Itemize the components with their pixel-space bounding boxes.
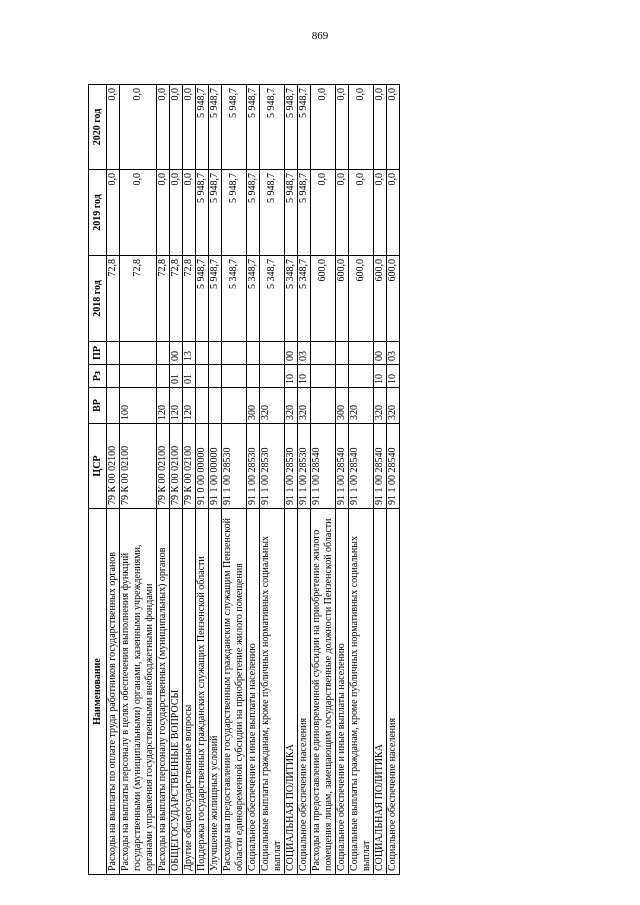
cell-name: Социальные выплаты гражданам, кроме публичных нормативных социальных выплат [349, 509, 374, 875]
cell-rz [120, 365, 157, 388]
header-2019: 2019 год [89, 170, 107, 256]
cell-vr: 320 [298, 388, 311, 424]
cell-pr [157, 342, 170, 365]
header-2018: 2018 год [89, 256, 107, 342]
cell-pr: 03 [387, 342, 400, 365]
table-header-row [89, 85, 107, 875]
cell-csr: 91 1 00 28530 [260, 424, 285, 509]
cell-2020: 5 948,7 [260, 85, 285, 170]
cell-vr: 120 [183, 388, 196, 424]
cell-vr [311, 388, 336, 424]
cell-2020: 0,0 [374, 85, 387, 170]
cell-vr [107, 388, 120, 424]
table-row [285, 85, 298, 875]
cell-2020: 5 948,7 [298, 85, 311, 170]
cell-2018: 600,0 [349, 256, 374, 342]
table-row [222, 85, 247, 875]
cell-vr: 320 [349, 388, 374, 424]
cell-2018: 600,0 [311, 256, 336, 342]
cell-2020: 0,0 [349, 85, 374, 170]
cell-csr: 91 1 00 28530 [247, 424, 260, 509]
cell-vr: 300 [336, 388, 349, 424]
cell-vr: 320 [285, 388, 298, 424]
cell-rz [107, 365, 120, 388]
cell-csr: 91 1 00 28540 [311, 424, 336, 509]
table-row [157, 85, 170, 875]
cell-vr: 320 [387, 388, 400, 424]
cell-name: Расходы на выплаты персоналу государственных (муниципальных) органов [157, 509, 170, 875]
cell-csr: 79 К 00 02100 [107, 424, 120, 509]
cell-rz [260, 365, 285, 388]
cell-vr [196, 388, 209, 424]
cell-vr: 300 [247, 388, 260, 424]
cell-2020: 0,0 [387, 85, 400, 170]
cell-csr: 79 К 00 02100 [120, 424, 157, 509]
cell-pr [247, 342, 260, 365]
cell-2018: 5 348,7 [247, 256, 260, 342]
cell-rz [209, 365, 222, 388]
cell-pr [311, 342, 336, 365]
cell-rz [222, 365, 247, 388]
cell-name: Поддержка государственных гражданских служащих Пензенской области [196, 509, 209, 875]
cell-2019: 0,0 [374, 170, 387, 256]
cell-vr: 320 [374, 388, 387, 424]
cell-2018: 600,0 [336, 256, 349, 342]
cell-2018: 600,0 [374, 256, 387, 342]
rotated-table-container [88, 85, 564, 875]
table-row [349, 85, 374, 875]
table-row [387, 85, 400, 875]
cell-2018: 5 948,7 [209, 256, 222, 342]
table-row [311, 85, 336, 875]
cell-rz: 01 [170, 365, 183, 388]
cell-rz [247, 365, 260, 388]
cell-csr: 91 0 00 00000 [196, 424, 209, 509]
cell-2018: 600,0 [387, 256, 400, 342]
cell-pr [107, 342, 120, 365]
cell-pr [196, 342, 209, 365]
cell-pr: 00 [285, 342, 298, 365]
cell-2020: 0,0 [336, 85, 349, 170]
table-row [260, 85, 285, 875]
cell-rz: 01 [183, 365, 196, 388]
cell-2020: 0,0 [170, 85, 183, 170]
cell-csr: 91 1 00 28530 [285, 424, 298, 509]
cell-2018: 72,8 [183, 256, 196, 342]
cell-name: Расходы на предоставление единовременной субсидии на приобретение жилого помещения лицам, замещающим государственные должности Пензенской области [311, 509, 336, 875]
table-row [107, 85, 120, 875]
cell-rz: 10 [285, 365, 298, 388]
cell-rz [349, 365, 374, 388]
cell-2019: 0,0 [157, 170, 170, 256]
cell-rz [311, 365, 336, 388]
cell-name: Социальное обеспечение и иные выплаты населению [336, 509, 349, 875]
cell-2019: 0,0 [170, 170, 183, 256]
cell-2020: 0,0 [183, 85, 196, 170]
cell-name: Расходы на выплаты персоналу в целях обеспечения выполнения функций государственными (муниципальными) органами, казенными учреждениями, органами управления государственными внебюджетными фондами [120, 509, 157, 875]
cell-2019: 0,0 [349, 170, 374, 256]
cell-csr: 91 1 00 28530 [298, 424, 311, 509]
cell-name: СОЦИАЛЬНАЯ ПОЛИТИКА [374, 509, 387, 875]
header-2020: 2020 год [89, 85, 107, 170]
cell-2019: 0,0 [336, 170, 349, 256]
cell-rz [157, 365, 170, 388]
cell-2020: 5 948,7 [209, 85, 222, 170]
cell-csr: 91 1 00 28540 [336, 424, 349, 509]
cell-2020: 0,0 [107, 85, 120, 170]
cell-2020: 0,0 [157, 85, 170, 170]
cell-2018: 72,8 [107, 256, 120, 342]
cell-2019: 5 948,7 [260, 170, 285, 256]
cell-2018: 72,8 [157, 256, 170, 342]
cell-name: Социальные выплаты гражданам, кроме публичных нормативных социальных выплат [260, 509, 285, 875]
cell-name: Социальное обеспечение населения [298, 509, 311, 875]
table-row [196, 85, 209, 875]
cell-name: Расходы на выплаты по оплате труда работников государственных органов [107, 509, 120, 875]
cell-2019: 5 948,7 [298, 170, 311, 256]
cell-csr: 79 К 00 02100 [183, 424, 196, 509]
cell-2020: 5 948,7 [196, 85, 209, 170]
cell-pr [336, 342, 349, 365]
cell-pr [209, 342, 222, 365]
cell-2020: 5 948,7 [285, 85, 298, 170]
cell-rz [196, 365, 209, 388]
cell-name: Улучшение жилищных условий [209, 509, 222, 875]
cell-pr [260, 342, 285, 365]
cell-2018: 72,8 [120, 256, 157, 342]
cell-csr: 91 1 00 28540 [387, 424, 400, 509]
cell-pr [222, 342, 247, 365]
cell-2018: 5 948,7 [196, 256, 209, 342]
cell-vr: 120 [170, 388, 183, 424]
cell-pr: 13 [183, 342, 196, 365]
cell-pr: 00 [170, 342, 183, 365]
table-row [209, 85, 222, 875]
table-row [336, 85, 349, 875]
cell-name: Другие общегосударственные вопросы [183, 509, 196, 875]
cell-name: Расходы на предоставление государственным гражданским служащим Пензенской области единовременной субсидии на приобретение жилого помещения [222, 509, 247, 875]
cell-rz: 10 [298, 365, 311, 388]
cell-csr: 79 К 00 02100 [157, 424, 170, 509]
table-row [298, 85, 311, 875]
cell-csr: 91 1 00 28540 [349, 424, 374, 509]
header-vr: ВР [89, 388, 107, 424]
cell-name: Социальное обеспечение и иные выплаты населению [247, 509, 260, 875]
header-pr: ПР [89, 342, 107, 365]
cell-2018: 5 348,7 [298, 256, 311, 342]
cell-csr: 91 1 00 28530 [222, 424, 247, 509]
cell-vr: 320 [260, 388, 285, 424]
cell-2020: 5 948,7 [222, 85, 247, 170]
cell-2019: 5 948,7 [222, 170, 247, 256]
cell-2018: 5 348,7 [260, 256, 285, 342]
header-csr: ЦСР [89, 424, 107, 509]
table-row [374, 85, 387, 875]
cell-pr: 00 [374, 342, 387, 365]
table-row [120, 85, 157, 875]
cell-2019: 0,0 [120, 170, 157, 256]
cell-name: Социальное обеспечение населения [387, 509, 400, 875]
cell-rz: 10 [374, 365, 387, 388]
cell-pr [349, 342, 374, 365]
cell-vr [209, 388, 222, 424]
cell-2019: 5 948,7 [285, 170, 298, 256]
cell-csr: 79 К 00 02100 [170, 424, 183, 509]
table-body [107, 85, 400, 875]
cell-2020: 0,0 [311, 85, 336, 170]
cell-pr: 03 [298, 342, 311, 365]
cell-2018: 5 348,7 [222, 256, 247, 342]
table-row [183, 85, 196, 875]
cell-2019: 5 948,7 [209, 170, 222, 256]
cell-vr [222, 388, 247, 424]
header-name: Наименование [89, 509, 107, 875]
budget-table [88, 84, 400, 875]
cell-vr: 100 [120, 388, 157, 424]
table-row [247, 85, 260, 875]
cell-2019: 5 948,7 [196, 170, 209, 256]
cell-rz: 10 [387, 365, 400, 388]
cell-2018: 72,8 [170, 256, 183, 342]
cell-2019: 0,0 [387, 170, 400, 256]
cell-2020: 0,0 [120, 85, 157, 170]
cell-name: ОБЩЕГОСУДАРСТВЕННЫЕ ВОПРОСЫ [170, 509, 183, 875]
header-rz: Рз [89, 365, 107, 388]
cell-2020: 5 948,7 [247, 85, 260, 170]
page-number: 869 [311, 30, 329, 42]
cell-rz [336, 365, 349, 388]
cell-2019: 5 948,7 [247, 170, 260, 256]
cell-2019: 0,0 [311, 170, 336, 256]
table-row [170, 85, 183, 875]
cell-name: СОЦИАЛЬНАЯ ПОЛИТИКА [285, 509, 298, 875]
cell-csr: 91 1 00 00000 [209, 424, 222, 509]
cell-pr [120, 342, 157, 365]
cell-2018: 5 348,7 [285, 256, 298, 342]
cell-csr: 91 1 00 28540 [374, 424, 387, 509]
cell-2019: 0,0 [107, 170, 120, 256]
cell-2019: 0,0 [183, 170, 196, 256]
cell-vr: 120 [157, 388, 170, 424]
